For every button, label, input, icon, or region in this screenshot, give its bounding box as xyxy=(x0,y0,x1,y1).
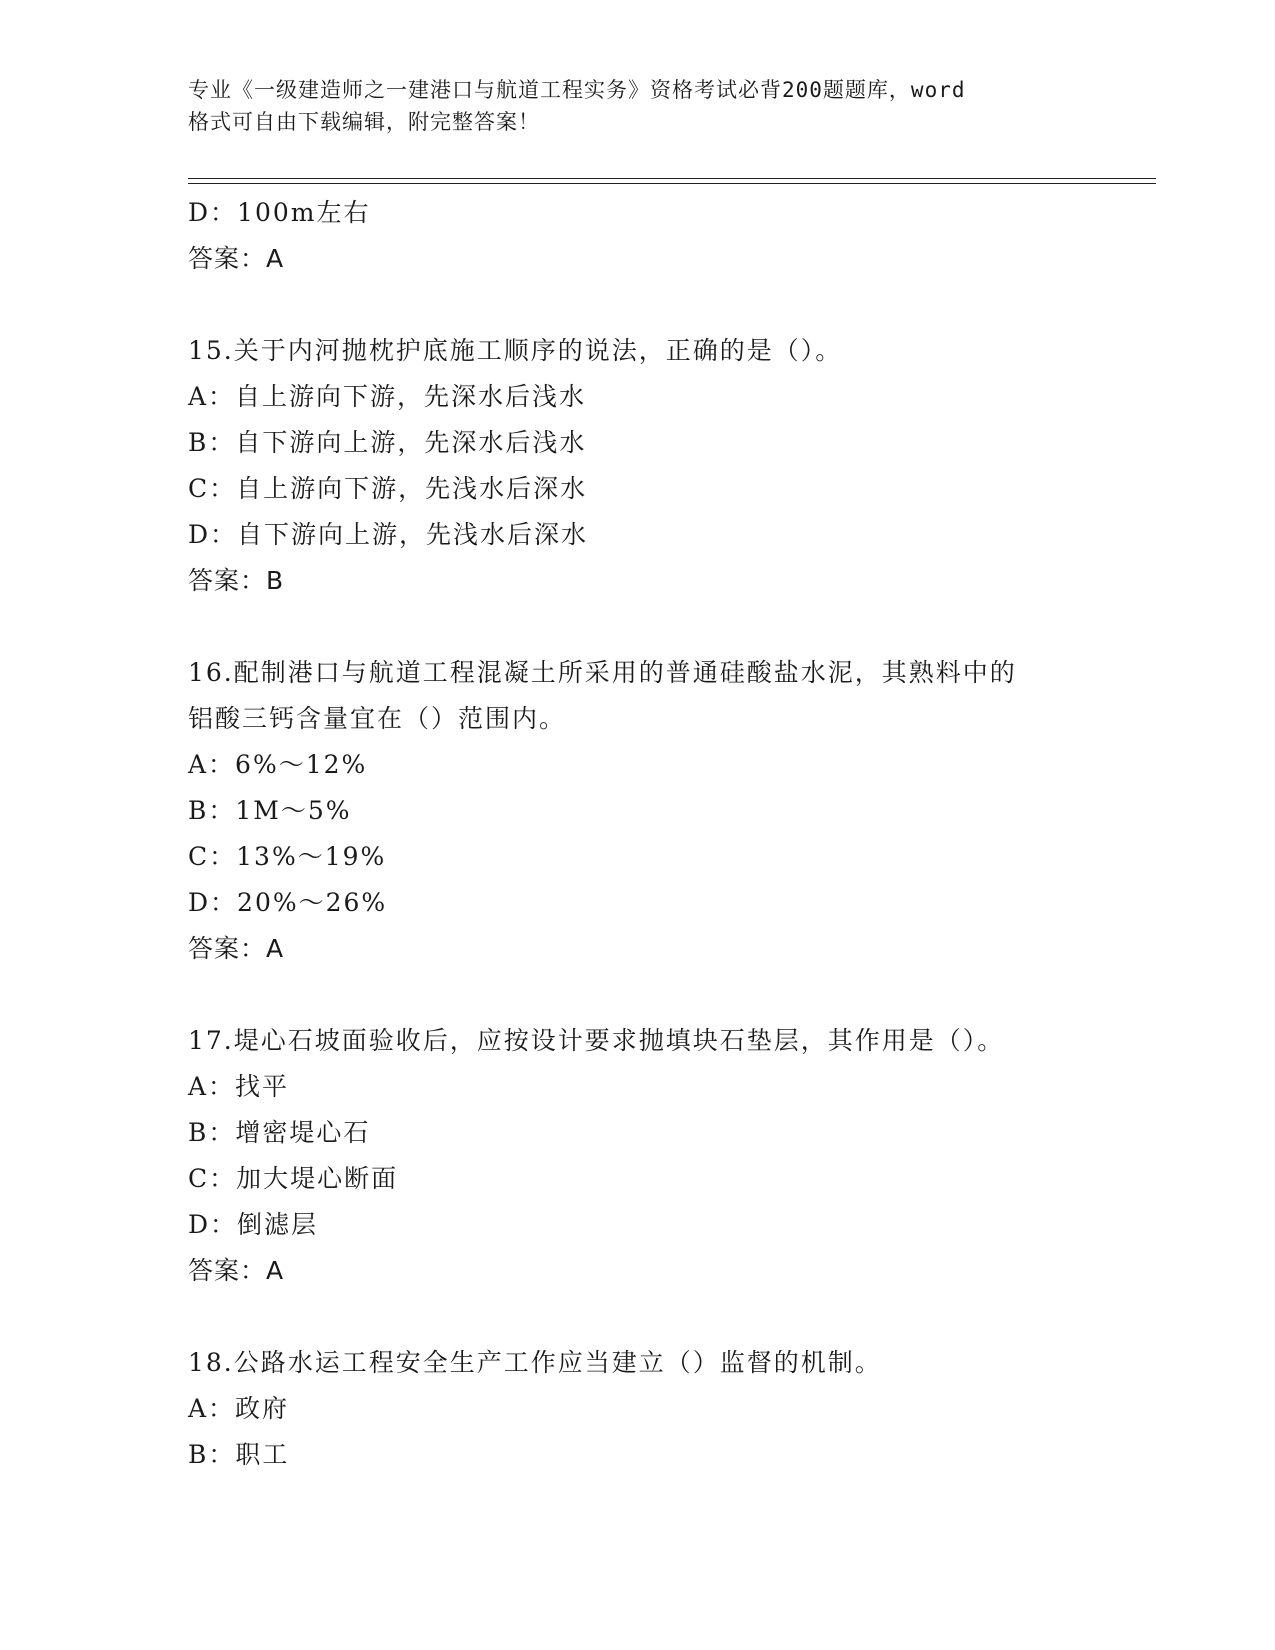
option-a: A：政府 xyxy=(188,1394,290,1423)
answer: 答案：A xyxy=(188,934,285,963)
answer: 答案：A xyxy=(188,1256,285,1285)
header-divider-top xyxy=(188,178,1156,179)
document-header xyxy=(188,74,1068,138)
option-b: B：增密堤心石 xyxy=(188,1118,371,1147)
header-divider-bottom xyxy=(188,183,1156,184)
spacer xyxy=(188,1294,1088,1340)
question-16 xyxy=(188,650,1088,972)
answer: 答案：B xyxy=(188,566,285,595)
question-stem-line-2: 铝酸三钙含量宜在（）范围内。 xyxy=(188,704,567,733)
question-list xyxy=(188,190,1088,1478)
option-d: D：20%～26% xyxy=(188,888,388,917)
spacer xyxy=(188,604,1088,650)
question-17 xyxy=(188,1018,1088,1294)
question-stem-line-1: 16.配制港口与航道工程混凝土所采用的普通硅酸盐水泥，其熟料中的 xyxy=(188,658,1017,687)
option-a: A：6%～12% xyxy=(188,750,368,779)
option-c: C：13%～19% xyxy=(188,842,387,871)
option-a: A：找平 xyxy=(188,1072,290,1101)
option-d: D：自下游向上游，先浅水后深水 xyxy=(188,520,589,549)
prev-question-option-d: D：100m左右 xyxy=(188,198,371,227)
question-stem: 17.堤心石坡面验收后，应按设计要求抛填块石垫层，其作用是（）。 xyxy=(188,1026,1005,1055)
option-b: B：自下游向上游，先深水后浅水 xyxy=(188,428,587,457)
option-a: A：自上游向下游，先深水后浅水 xyxy=(188,382,587,411)
spacer xyxy=(188,282,1088,328)
option-d: D：倒滤层 xyxy=(188,1210,319,1239)
spacer xyxy=(188,972,1088,1018)
question-stem: 15.关于内河抛枕护底施工顺序的说法，正确的是（）。 xyxy=(188,336,843,365)
header-title-line-1: 专业《一级建造师之一建港口与航道工程实务》资格考试必背200题题库，word xyxy=(188,78,966,102)
question-stem: 18.公路水运工程安全生产工作应当建立（）监督的机制。 xyxy=(188,1348,882,1377)
question-15 xyxy=(188,328,1088,604)
header-title-line-2: 格式可自由下载编辑，附完整答案！ xyxy=(188,110,540,134)
prev-question-answer: 答案：A xyxy=(188,244,285,273)
question-18 xyxy=(188,1340,1088,1478)
option-c: C：加大堤心断面 xyxy=(188,1164,399,1193)
option-b: B：1M～5% xyxy=(188,796,352,825)
option-b: B：职工 xyxy=(188,1440,290,1469)
option-c: C：自上游向下游，先浅水后深水 xyxy=(188,474,588,503)
